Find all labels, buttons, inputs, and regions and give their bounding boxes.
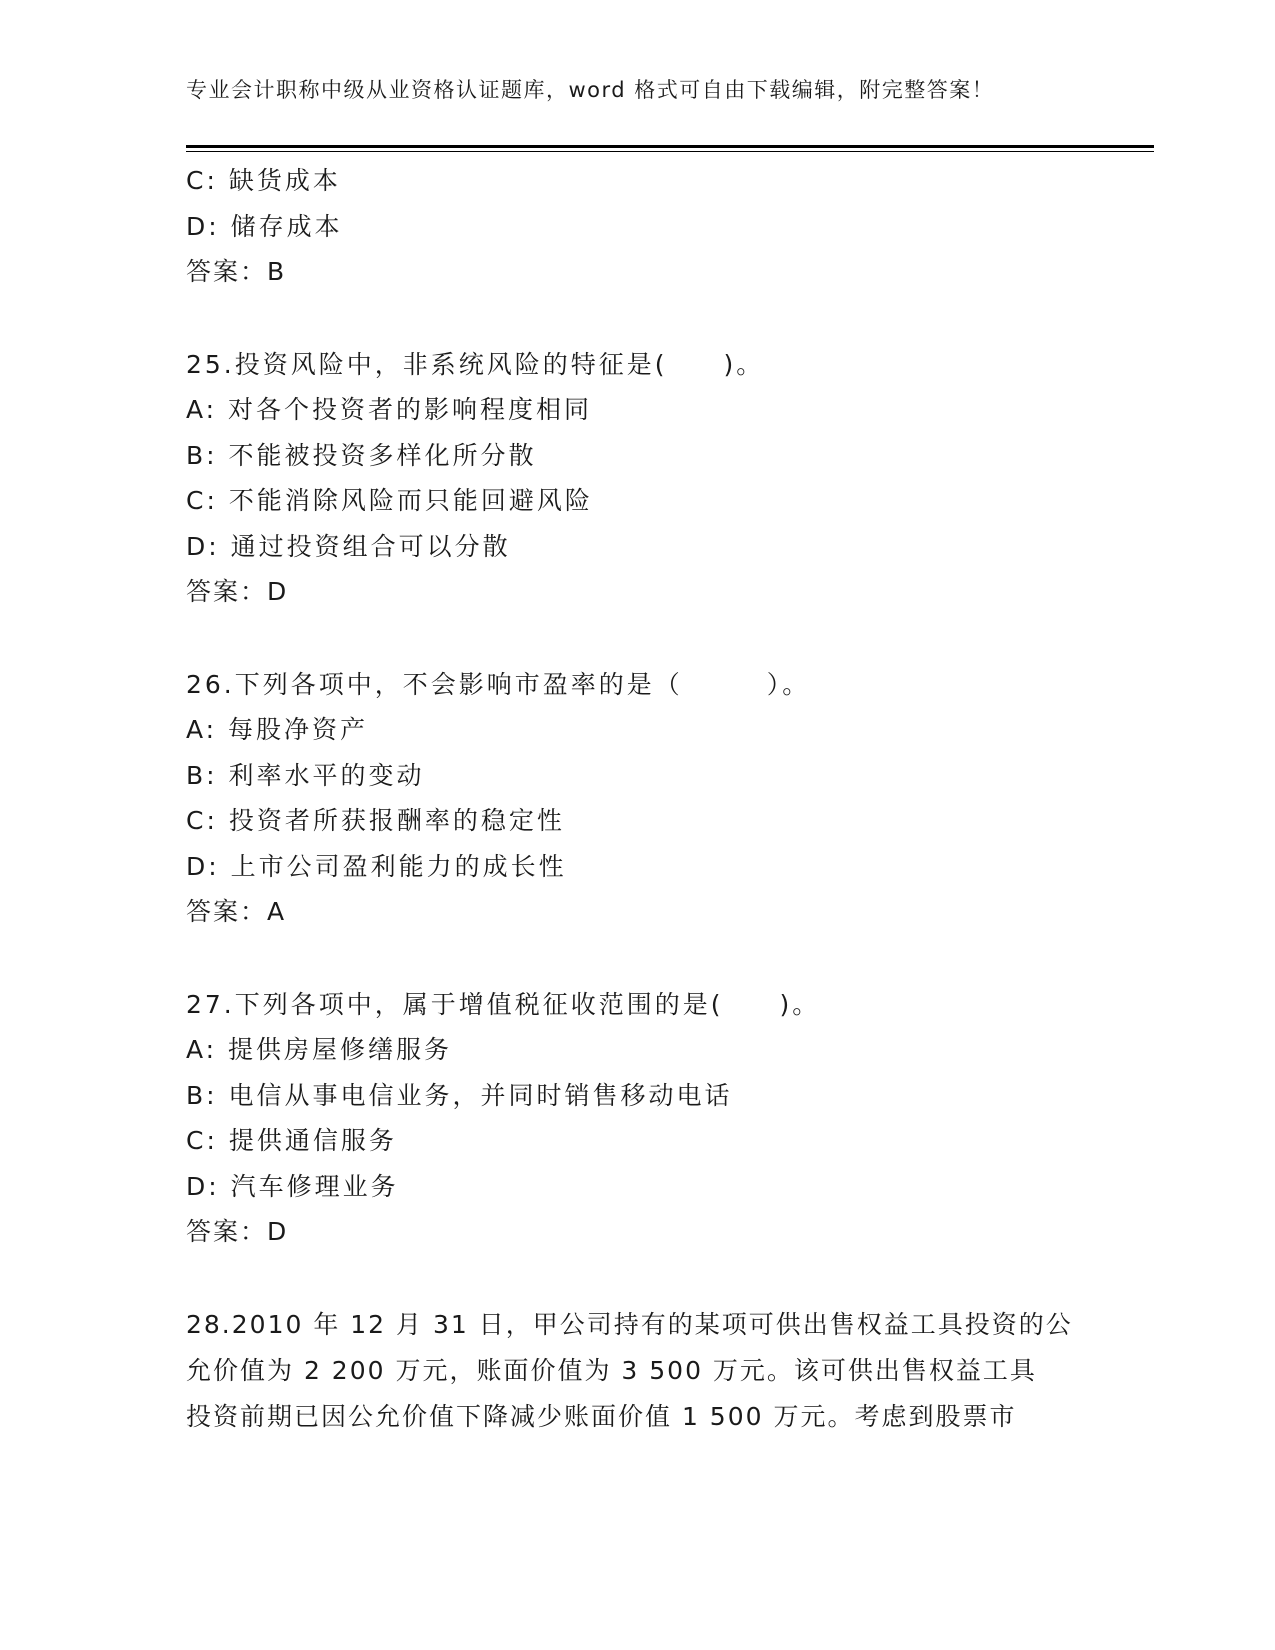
option-b: B: 不能被投资多样化所分散 bbox=[186, 440, 537, 470]
page-header: 专业会计职称中级从业资格认证题库，word 格式可自由下载编辑，附完整答案！ bbox=[186, 78, 995, 102]
question-28 bbox=[186, 1302, 1086, 1440]
option-c: C: 投资者所获报酬率的稳定性 bbox=[186, 806, 565, 835]
question-stem-line: 允价值为 2 200 万元，账面价值为 3 500 万元。该可供出售权益工具 bbox=[186, 1355, 1037, 1385]
question-stem: 26.下列各项中，不会影响市盈率的是（ ）。 bbox=[186, 669, 811, 699]
answer-line: 答案：D bbox=[186, 577, 289, 606]
option-a: A: 每股净资产 bbox=[186, 715, 369, 744]
option-c: C: 提供通信服务 bbox=[186, 1126, 397, 1155]
answer-line: 答案：A bbox=[186, 897, 287, 926]
question-stem: 27.下列各项中，属于增值税征收范围的是( )。 bbox=[186, 989, 821, 1019]
option-d: D: 上市公司盈利能力的成长性 bbox=[186, 851, 567, 881]
question-26 bbox=[186, 662, 1086, 935]
option-b: B: 电信从事电信业务，并同时销售移动电话 bbox=[186, 1080, 733, 1110]
option-a: A: 对各个投资者的影响程度相同 bbox=[186, 395, 593, 424]
option-b: B: 利率水平的变动 bbox=[186, 760, 425, 790]
question-stem: 25.投资风险中，非系统风险的特征是( )。 bbox=[186, 349, 765, 379]
option-c: C: 不能消除风险而只能回避风险 bbox=[186, 486, 593, 515]
answer-line: 答案：D bbox=[186, 1217, 289, 1246]
question-24-tail bbox=[186, 158, 1086, 295]
question-25 bbox=[186, 342, 1086, 615]
header-divider bbox=[186, 145, 1154, 148]
question-27 bbox=[186, 982, 1086, 1255]
option-a: A: 提供房屋修缮服务 bbox=[186, 1035, 453, 1064]
option-c: C: 缺货成本 bbox=[186, 166, 341, 195]
answer-line: 答案：B bbox=[186, 257, 287, 286]
question-stem-line: 投资前期已因公允价值下降减少账面价值 1 500 万元。考虑到股票市 bbox=[186, 1401, 1017, 1431]
option-d: D: 储存成本 bbox=[186, 211, 343, 241]
question-stem-line: 28.2010 年 12 月 31 日，甲公司持有的某项可供出售权益工具投资的公 bbox=[186, 1309, 1073, 1339]
option-d: D: 汽车修理业务 bbox=[186, 1171, 399, 1201]
option-d: D: 通过投资组合可以分散 bbox=[186, 531, 511, 561]
question-list bbox=[186, 158, 1086, 1440]
